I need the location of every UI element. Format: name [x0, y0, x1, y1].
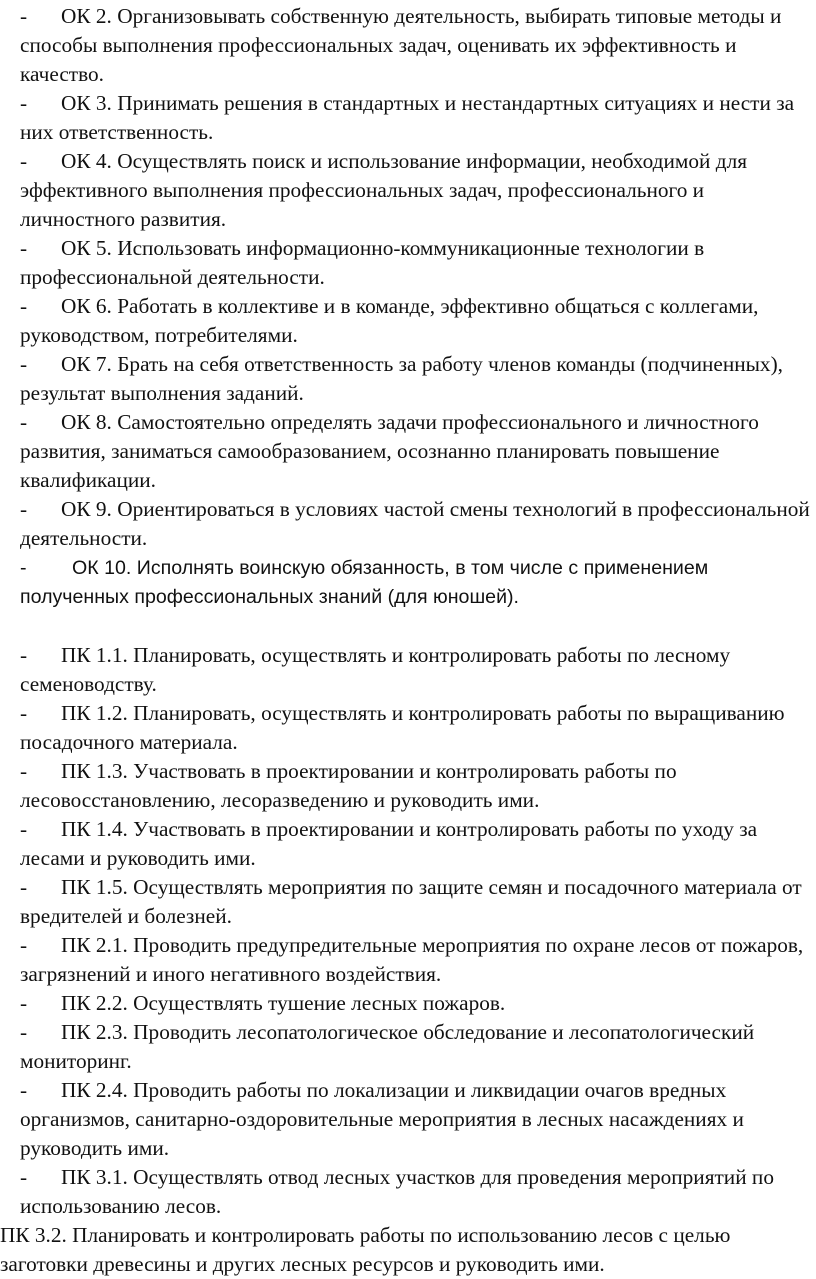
list-item-pk1-5 — [20, 873, 814, 931]
list-item-pk1-3 — [20, 757, 814, 815]
list-item-ok2 — [20, 2, 814, 89]
list-item-text: ОК 5. Использовать информационно-коммуникационные технологии в профессиональной деятельности. — [20, 236, 705, 289]
list-item-text: ПК 2.3. Проводить лесопатологическое обследование и лесопатологический мониторинг. — [20, 1020, 755, 1073]
professional-competencies-list — [0, 641, 814, 1279]
general-competencies-list — [20, 2, 814, 612]
list-dash: - — [20, 410, 28, 434]
list-item-text: ПК 3.1. Осуществлять отвод лесных участков для проведения мероприятий по использованию лесов. — [20, 1165, 774, 1218]
list-dash: - — [20, 1020, 28, 1044]
list-dash: - — [20, 1078, 28, 1102]
list-dash: - — [20, 236, 28, 260]
list-item-ok4 — [20, 147, 814, 234]
list-item-pk2-2 — [20, 989, 814, 1018]
list-dash: - — [20, 759, 28, 783]
list-item-ok9 — [20, 495, 814, 553]
list-item-pk2-4 — [20, 1076, 814, 1163]
list-item-text: ПК 2.2. Осуществлять тушение лесных пожаров. — [61, 991, 506, 1015]
section-spacer — [20, 612, 814, 641]
list-dash: - — [20, 91, 28, 115]
list-dash: - — [20, 497, 28, 521]
list-item-text: ОК 10. Исполнять воинскую обязанность, в том числе с применением полученных профессиональных знаний (для юношей). — [20, 557, 709, 608]
list-item-ok3 — [20, 89, 814, 147]
list-item-text: ОК 3. Принимать решения в стандартных и нестандартных ситуациях и нести за них ответственность. — [20, 91, 795, 144]
list-item-text: ОК 7. Брать на себя ответственность за работу членов команды (подчиненных), результат выполнения заданий. — [20, 352, 783, 405]
list-dash: - — [20, 701, 28, 725]
list-dash: - — [20, 352, 28, 376]
list-item-text: ОК 4. Осуществлять поиск и использование информации, необходимой для эффективного выполнения профессиональных задач, профессионального и личностного развития. — [20, 149, 747, 231]
list-item-ok10 — [20, 554, 814, 612]
list-item-text: ПК 3.2. Планировать и контролировать работы по использованию лесов с целью заготовки древесины и других лесных ресурсов и руководить ими. — [0, 1223, 731, 1276]
list-item-text: ПК 1.4. Участвовать в проектировании и контролировать работы по уходу за лесами и руководить ими. — [20, 817, 758, 870]
list-dash: - — [20, 1165, 28, 1189]
list-item-text: ПК 1.3. Участвовать в проектировании и контролировать работы по лесовосстановлению, лесоразведению и руководить ими. — [20, 759, 677, 812]
list-dash: - — [20, 933, 28, 957]
list-item-ok6 — [20, 292, 814, 350]
list-item-pk1-4 — [20, 815, 814, 873]
list-item-pk3-1 — [20, 1163, 814, 1221]
list-item-pk3-2 — [0, 1221, 814, 1279]
list-dash: - — [20, 817, 28, 841]
list-item-pk2-1 — [20, 931, 814, 989]
list-dash: - — [20, 4, 28, 28]
list-dash: - — [20, 875, 28, 899]
list-item-text: ПК 1.1. Планировать, осуществлять и контролировать работы по лесному семеноводству. — [20, 643, 731, 696]
list-item-text: ПК 1.5. Осуществлять мероприятия по защите семян и посадочного материала от вредителей и болезней. — [20, 875, 802, 928]
list-item-ok5 — [20, 234, 814, 292]
list-item-text: ОК 2. Организовывать собственную деятельность, выбирать типовые методы и способы выполнения профессиональных задач, оценивать их эффективность и качество. — [20, 4, 782, 86]
list-dash: - — [20, 991, 28, 1015]
list-item-pk2-3 — [20, 1018, 814, 1076]
list-item-ok7 — [20, 350, 814, 408]
list-dash: - — [20, 294, 28, 318]
list-item-pk1-1 — [20, 641, 814, 699]
list-item-ok8 — [20, 408, 814, 495]
list-item-text: ПК 2.1. Проводить предупредительные мероприятия по охране лесов от пожаров, загрязнений и иного негативного воздействия. — [20, 933, 804, 986]
list-item-text: ПК 2.4. Проводить работы по локализации и ликвидации очагов вредных организмов, санитарно-оздоровительные мероприятия в лесных насаждениях и руководить ими. — [20, 1078, 744, 1160]
list-dash: - — [20, 149, 28, 173]
list-item-text: ОК 8. Самостоятельно определять задачи профессионального и личностного развития, заниматься самообразованием, осознанно планировать повышение квалификации. — [20, 410, 759, 492]
list-dash: - — [20, 643, 28, 667]
list-item-pk1-2 — [20, 699, 814, 757]
list-dash: - — [20, 557, 27, 579]
list-item-text: ОК 6. Работать в коллективе и в команде, эффективно общаться с коллегами, руководством, потребителями. — [20, 294, 759, 347]
list-item-text: ОК 9. Ориентироваться в условиях частой смены технологий в профессиональной деятельности. — [20, 497, 810, 550]
list-item-text: ПК 1.2. Планировать, осуществлять и контролировать работы по выращиванию посадочного материала. — [20, 701, 785, 754]
